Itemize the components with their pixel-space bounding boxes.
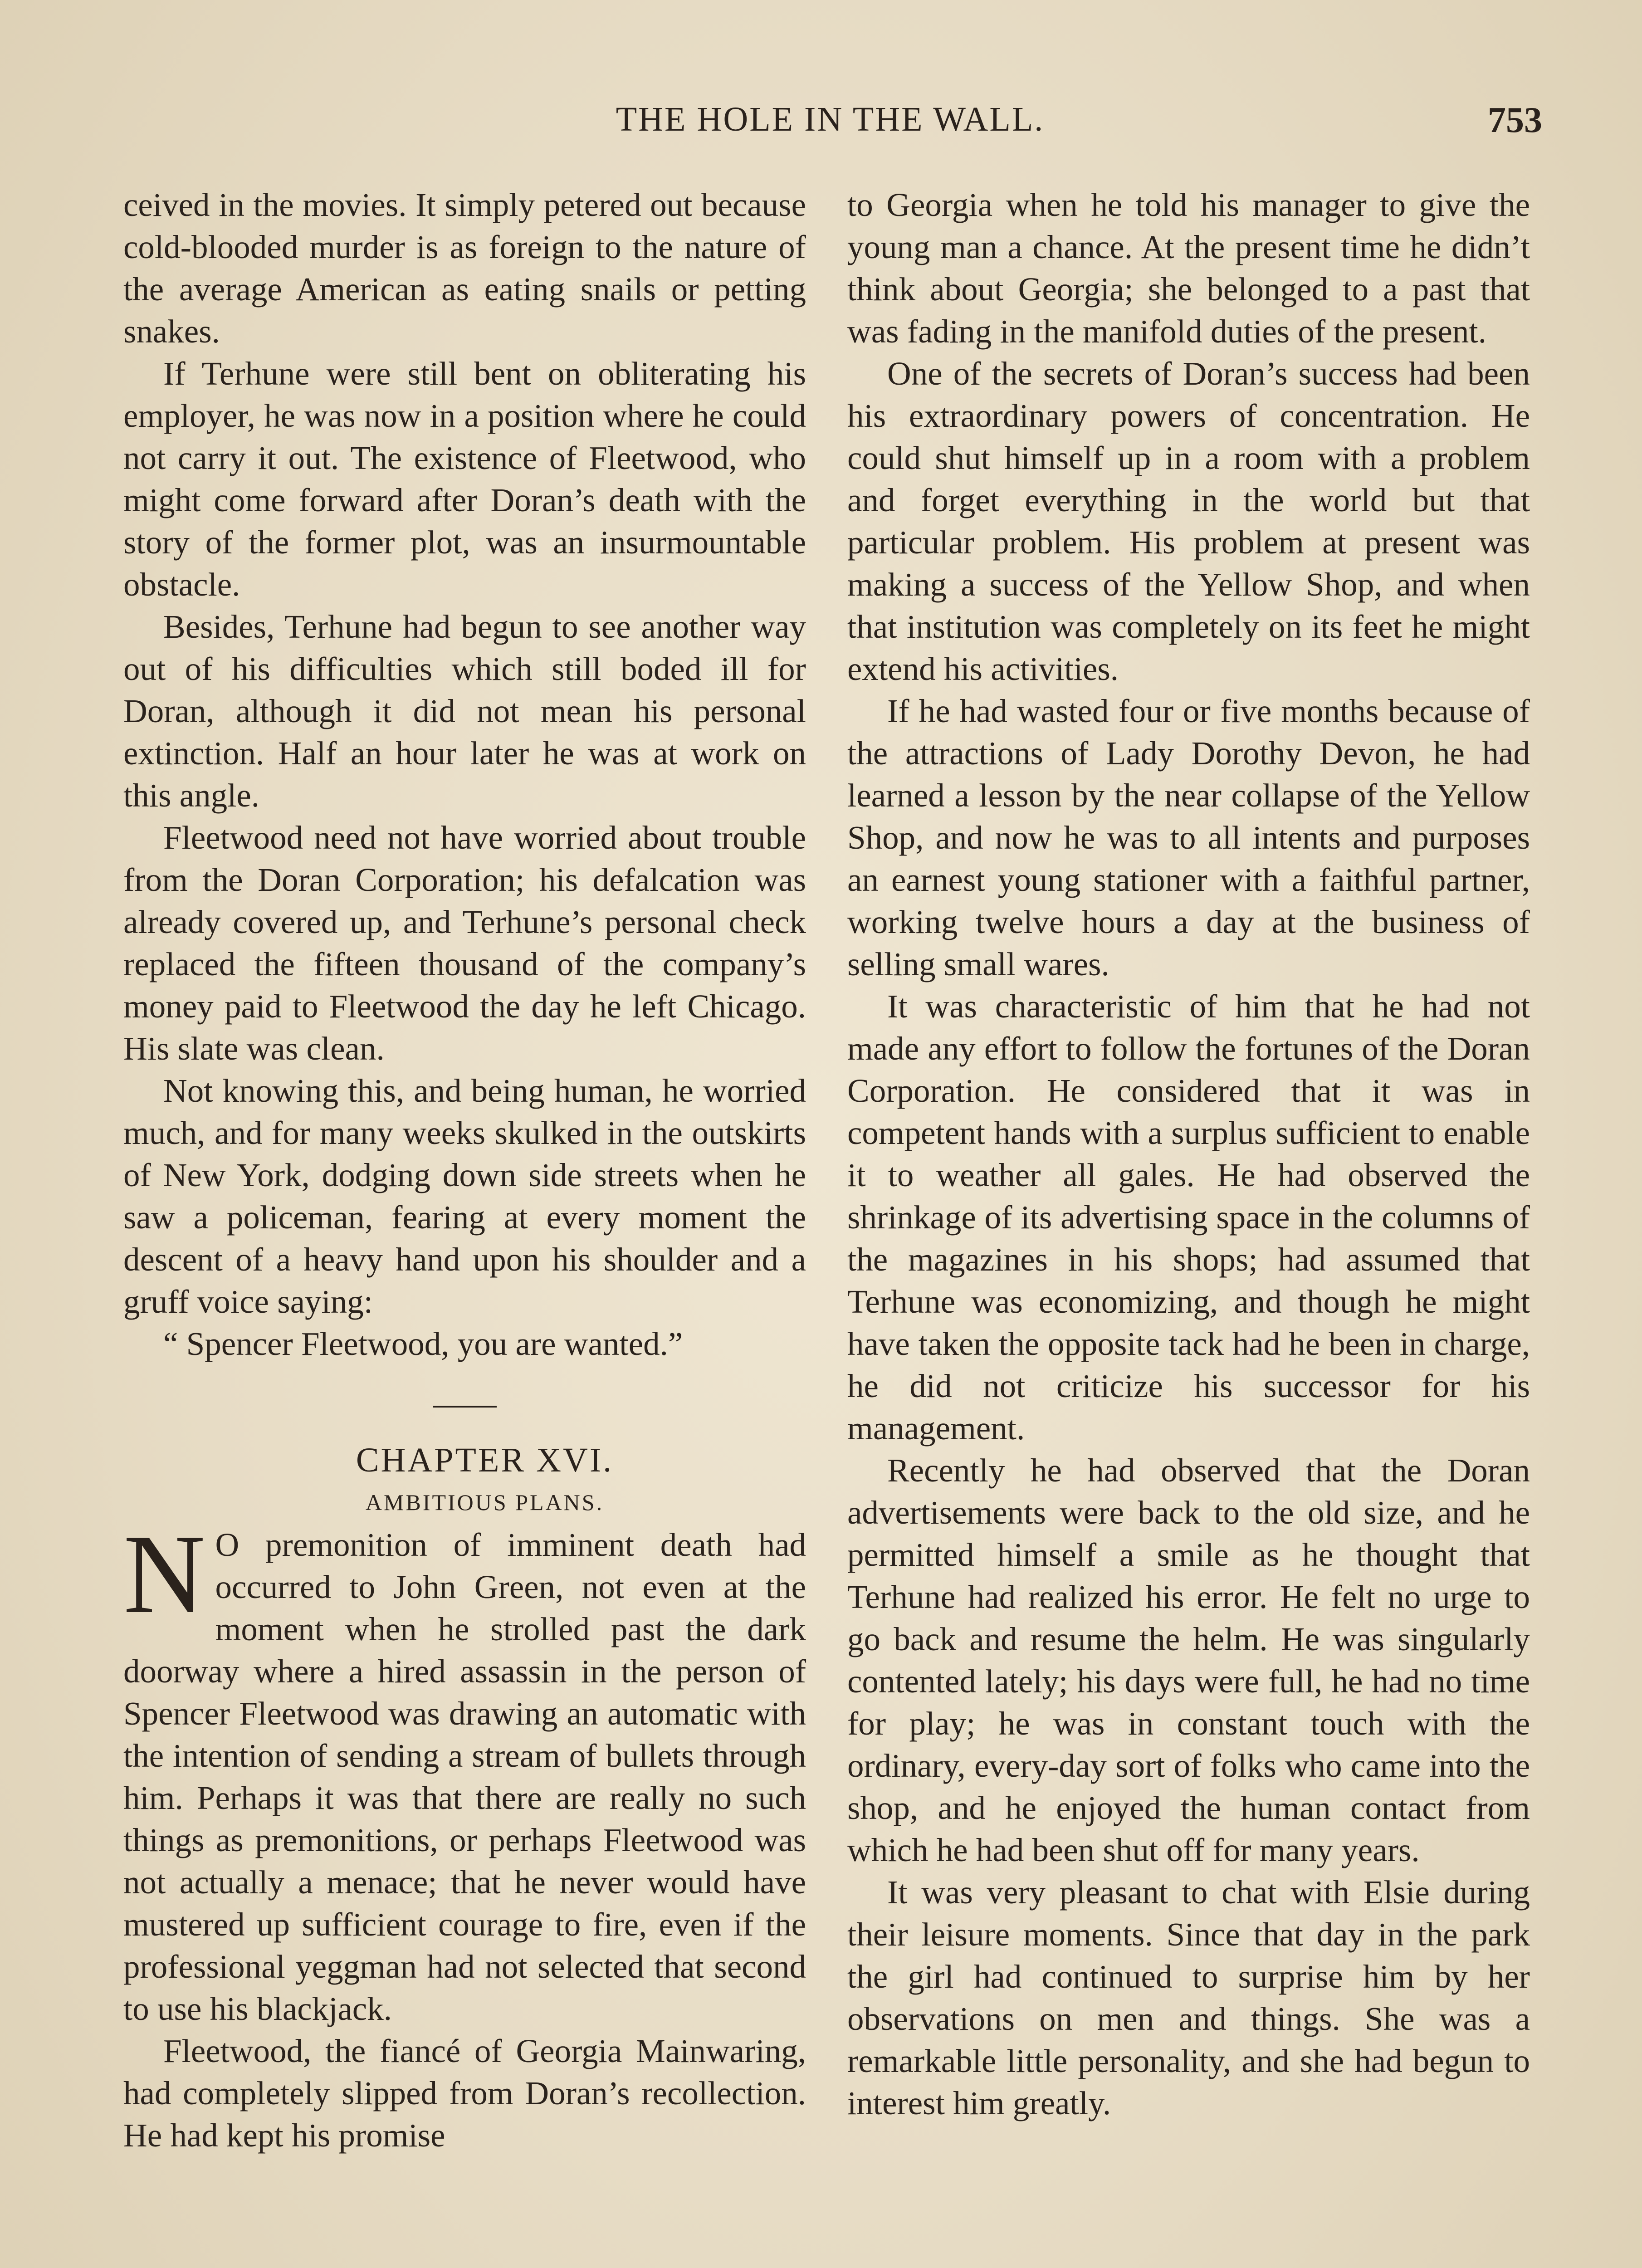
chapter-subtitle: AMBITIOUS PLANS. bbox=[365, 1490, 604, 1515]
paragraph: One of the secrets of Doran’s success had been his extraordinary powers of concentration. He could shut himself up in a room with a problem and forget everything in the world but that particular problem. His problem at present was making a success of the Yellow Shop, and when that institution was completely on its feet he might extend his activities. bbox=[847, 355, 1530, 687]
running-head bbox=[122, 100, 1542, 150]
paragraph: If he had wasted four or five months because of the attractions of Lady Dorothy Devon, he had learned a lesson by the near collapse of the Yellow Shop, and now he was to all intents and purposes an earnest young stationer with a faithful partner, working twelve hours a day at the business of selling small wares. bbox=[847, 693, 1530, 982]
running-title: THE HOLE IN THE WALL. bbox=[616, 100, 1045, 138]
paragraph: Not knowing this, and being human, he worried much, and for many weeks skulked in the outskirts of New York, dodging down side streets when he saw a policeman, fearing at every moment the descent of a heavy hand upon his shoulder and a gruff voice saying: bbox=[123, 1072, 806, 1320]
left-column bbox=[123, 184, 806, 2156]
chapter-title: CHAPTER XVI. bbox=[356, 1441, 614, 1479]
paragraph: Fleetwood, the fiancé of Georgia Mainwaring, had completely slipped from Doran’s recollection. He had kept his promise bbox=[123, 2033, 806, 2154]
paragraph: to Georgia when he told his manager to give the young man a chance. At the present time he didn’t think about Georgia; she belonged to a past that was fading in the manifold duties of the present. bbox=[847, 186, 1530, 350]
chapter-opening-paragraph bbox=[123, 1511, 806, 2030]
chapter-opening-text: O premonition of imminent death had occurred to John Green, not even at the moment when he strolled past the dark doorway where a hired assassin in the person of Spencer Fleetwood was drawing an automatic with the intention of sending a stream of bullets through him. Perhaps it was that there are really no such things as premonitions, or perhaps Fleetwood was not actually a menace; that he never would have mustered up sufficient courage to fire, even if the professional yeggman had not selected that second to use his blackjack. bbox=[123, 1526, 806, 2027]
paragraph: It was characteristic of him that he had not made any effort to follow the fortunes of the Doran Corporation. He considered that it was in competent hands with a surplus sufficient to enable it to weather all gales. He had observed the shrinkage of its advertising space in the columns of the magazines in his shops; had assumed that Terhune was economizing, and though he might have taken the opposite tack had he been in charge, he did not criticize his successor for his management. bbox=[847, 988, 1530, 1447]
page-number: 753 bbox=[1488, 100, 1542, 140]
drop-cap: N bbox=[123, 1511, 205, 1637]
paragraph: Fleetwood need not have worried about trouble from the Doran Corporation; his defalcation was already covered up, and Terhune’s personal check replaced the fifteen thousand of the company’s money paid to Fleetwood the day he left Chicago. His slate was clean. bbox=[123, 819, 806, 1067]
section-divider bbox=[433, 1406, 497, 1408]
right-column bbox=[847, 184, 1530, 2124]
paragraph: If Terhune were still bent on obliterating his employer, he was now in a position where he could not carry it out. The existence of Fleetwood, who might come forward after Doran’s death with the story of the former plot, was an insurmountable obstacle. bbox=[123, 355, 806, 603]
paragraph: ceived in the movies. It simply petered out because cold-blooded murder is as foreign to the nature of the average American as eating snails or petting snakes. bbox=[123, 186, 806, 350]
paragraph: Recently he had observed that the Doran advertisements were back to the old size, and he permitted himself a smile as he thought that Terhune had realized his error. He felt no urge to go back and resume the helm. He was singularly contented lately; his days were full, he had no time for play; he was in constant touch with the ordinary, every-day sort of folks who came into the shop, and he enjoyed the human contact from which he had been shut off for many years. bbox=[847, 1452, 1530, 1868]
paragraph: It was very pleasant to chat with Elsie during their leisure moments. Since that day in the park the girl had continued to surprise him by her observations on men and things. She was a remarkable little personality, and she had begun to interest him greatly. bbox=[847, 1874, 1530, 2121]
paragraph: Besides, Terhune had begun to see another way out of his difficulties which still boded ill for Doran, although it did not mean his personal extinction. Half an hour later he was at work on this angle. bbox=[123, 608, 806, 814]
paragraph: “ Spencer Fleetwood, you are wanted.” bbox=[163, 1325, 683, 1362]
